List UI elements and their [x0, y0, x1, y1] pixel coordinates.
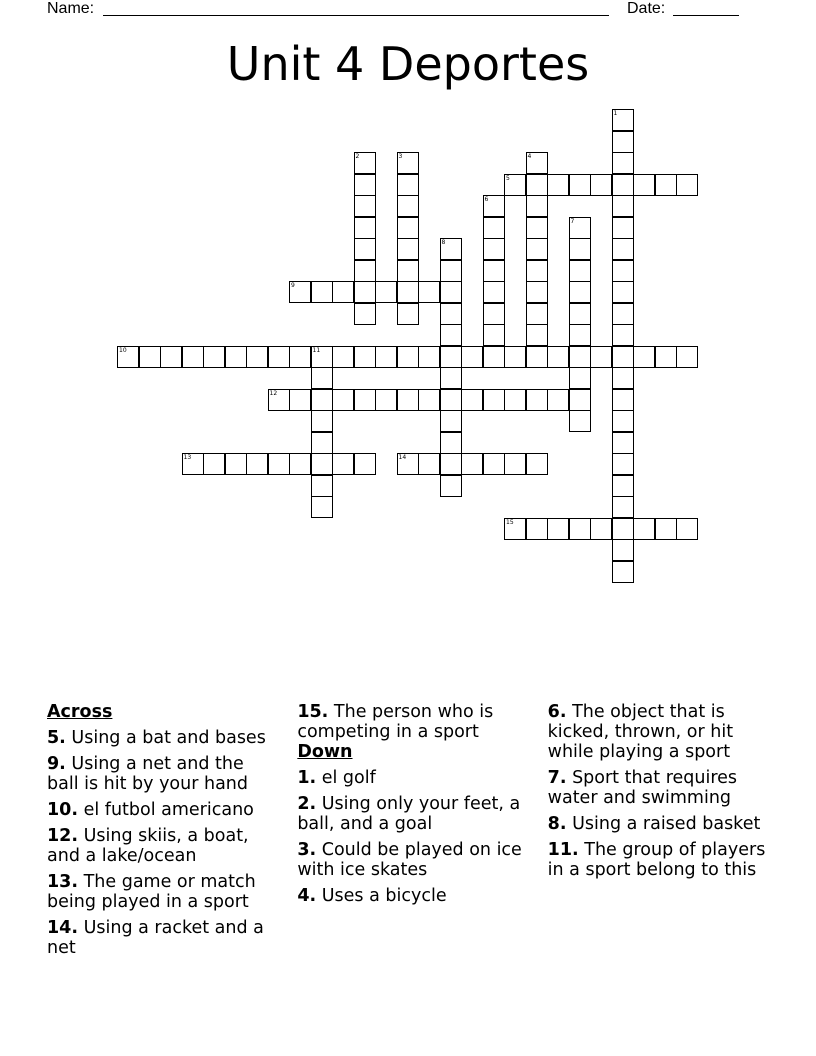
grid-cell[interactable] [612, 389, 634, 411]
clue-item [47, 754, 276, 794]
clue-number: 2 [355, 153, 360, 160]
grid-cell[interactable] [655, 518, 677, 540]
grid-cell[interactable] [354, 453, 376, 475]
grid-cell[interactable] [461, 346, 483, 368]
grid-cell[interactable] [483, 238, 505, 260]
grid-cell[interactable] [612, 561, 634, 583]
grid-cell[interactable] [526, 260, 548, 282]
grid-cell[interactable] [225, 346, 247, 368]
clue-item-text: The game or match being played in a sport [47, 872, 256, 912]
grid-cell[interactable] [311, 346, 333, 368]
clue-item [297, 886, 526, 906]
grid-cell[interactable] [483, 303, 505, 325]
clue-item-text: Using a racket and a net [47, 918, 264, 958]
grid-cell[interactable] [612, 346, 634, 368]
grid-cell[interactable] [440, 410, 462, 432]
grid-cell[interactable] [612, 518, 634, 540]
grid-cell[interactable] [418, 346, 440, 368]
clue-number: 14 [398, 454, 407, 461]
grid-cell[interactable] [354, 238, 376, 260]
grid-cell[interactable] [569, 367, 591, 389]
grid-cell[interactable] [160, 346, 182, 368]
grid-cell[interactable] [182, 453, 204, 475]
grid-cell[interactable] [354, 195, 376, 217]
clue-item [297, 768, 526, 788]
grid-cell[interactable] [676, 518, 698, 540]
down-heading: Down [297, 742, 353, 762]
grid-cell[interactable] [440, 432, 462, 454]
clue-item-text: el golf [321, 768, 376, 788]
grid-cell[interactable] [440, 453, 462, 475]
grid-cell[interactable] [612, 324, 634, 346]
grid-cell[interactable] [569, 303, 591, 325]
grid-cell[interactable] [375, 346, 397, 368]
grid-cell[interactable] [612, 217, 634, 239]
clue-number: 13 [183, 454, 192, 461]
grid-cell[interactable] [354, 217, 376, 239]
grid-cell[interactable] [440, 260, 462, 282]
grid-cell[interactable] [590, 174, 612, 196]
grid-cell[interactable] [268, 389, 290, 411]
grid-cell[interactable] [332, 346, 354, 368]
grid-cell[interactable] [526, 174, 548, 196]
grid-cell[interactable] [526, 453, 548, 475]
grid-cell[interactable] [440, 238, 462, 260]
grid-cell[interactable] [483, 346, 505, 368]
clue-item-text: Using a raised basket [572, 814, 761, 834]
grid-cell[interactable] [332, 389, 354, 411]
clue-item-number: 2. [297, 794, 317, 814]
clue-item-number: 4. [297, 886, 317, 906]
grid-cell[interactable] [418, 389, 440, 411]
grid-cell[interactable] [612, 539, 634, 561]
grid-cell[interactable] [483, 389, 505, 411]
grid-cell[interactable] [526, 281, 548, 303]
grid-cell[interactable] [590, 518, 612, 540]
grid-cell[interactable] [354, 303, 376, 325]
grid-cell[interactable] [655, 174, 677, 196]
grid-cell[interactable] [418, 453, 440, 475]
clue-item-number: 3. [297, 840, 317, 860]
grid-cell[interactable] [311, 453, 333, 475]
grid-cell[interactable] [526, 152, 548, 174]
grid-cell[interactable] [246, 453, 268, 475]
grid-cell[interactable] [633, 174, 655, 196]
grid-cell[interactable] [547, 389, 569, 411]
grid-cell[interactable] [332, 281, 354, 303]
grid-cell[interactable] [612, 260, 634, 282]
clue-item-text: el futbol americano [83, 800, 254, 820]
grid-cell[interactable] [117, 346, 139, 368]
clue-number: 15 [506, 518, 514, 526]
grid-cell[interactable] [289, 346, 311, 368]
grid-cell[interactable] [440, 281, 462, 303]
grid-cell[interactable] [268, 346, 290, 368]
grid-cell[interactable] [612, 131, 634, 153]
page-title: Unit 4 Deportes [226, 37, 590, 91]
clue-item-text: Could be played on ice with ice skates [297, 840, 522, 880]
grid-cell[interactable] [612, 281, 634, 303]
clue-item [548, 814, 777, 834]
grid-cell[interactable] [397, 453, 419, 475]
grid-cell[interactable] [225, 453, 247, 475]
grid-cell[interactable] [504, 518, 526, 540]
clue-item-number: 7. [547, 768, 567, 788]
clue-item-text: Uses a bicycle [321, 886, 447, 906]
grid-cell[interactable] [526, 324, 548, 346]
clue-item-text: Using a net and the ball is hit by your hand [47, 754, 248, 794]
grid-cell[interactable] [612, 410, 634, 432]
clue-number: 11 [312, 346, 321, 354]
clue-item [297, 702, 526, 742]
clue-item-text: Using a bat and bases [71, 728, 266, 748]
grid-cell[interactable] [655, 346, 677, 368]
clue-item [548, 768, 777, 808]
grid-cell[interactable] [397, 303, 419, 325]
clue-item-number: 15. [297, 702, 329, 722]
grid-cell[interactable] [418, 281, 440, 303]
clue-item-text: Sport that requires water and swimming [547, 768, 738, 808]
grid-cell[interactable] [547, 518, 569, 540]
clue-item-number: 6. [547, 702, 567, 722]
grid-cell[interactable] [375, 281, 397, 303]
grid-cell[interactable] [612, 152, 634, 174]
grid-cell[interactable] [397, 238, 419, 260]
grid-cell[interactable] [612, 238, 634, 260]
grid-cell[interactable] [440, 324, 462, 346]
clue-item-number: 1. [297, 768, 317, 788]
grid-cell[interactable] [440, 389, 462, 411]
clue-number: 6 [484, 196, 489, 203]
grid-cell[interactable] [375, 389, 397, 411]
clue-number: 4 [527, 153, 532, 160]
grid-cell[interactable] [483, 260, 505, 282]
grid-cell[interactable] [569, 324, 591, 346]
date-label: Date: [627, 0, 666, 17]
grid-cell[interactable] [612, 432, 634, 454]
grid-cell[interactable] [483, 453, 505, 475]
grid-cell[interactable] [526, 518, 548, 540]
clue-item [297, 840, 526, 880]
grid-cell[interactable] [354, 152, 376, 174]
grid-cell[interactable] [354, 389, 376, 411]
grid-cell[interactable] [397, 217, 419, 239]
grid-cell[interactable] [354, 174, 376, 196]
grid-cell[interactable] [354, 281, 376, 303]
grid-cell[interactable] [139, 346, 161, 368]
grid-cell[interactable] [612, 453, 634, 475]
grid-cell[interactable] [203, 346, 225, 368]
clue-item [47, 800, 276, 820]
clue-number: 8 [441, 239, 446, 246]
grid-cell[interactable] [311, 367, 333, 389]
across-heading: Across [47, 702, 113, 722]
grid-cell[interactable] [569, 346, 591, 368]
grid-cell[interactable] [440, 346, 462, 368]
grid-cell[interactable] [612, 367, 634, 389]
grid-cell[interactable] [397, 389, 419, 411]
grid-cell[interactable] [569, 174, 591, 196]
clue-item-text: Using skiis, a boat, and a lake/ocean [47, 826, 249, 866]
grid-cell[interactable] [504, 174, 526, 196]
grid-cell[interactable] [526, 346, 548, 368]
clue-item [47, 728, 276, 748]
grid-cell[interactable] [311, 410, 333, 432]
grid-cell[interactable] [483, 217, 505, 239]
grid-cell[interactable] [311, 389, 333, 411]
clue-item-number: 14. [47, 918, 79, 938]
clue-item [47, 872, 276, 912]
grid-cell[interactable] [633, 518, 655, 540]
grid-cell[interactable] [569, 217, 591, 239]
clue-item-number: 13. [47, 872, 79, 892]
clue-item-number: 5. [47, 728, 66, 748]
clue-item [548, 702, 777, 762]
clue-number: 1 [613, 110, 618, 117]
clue-number: 5 [506, 174, 510, 182]
grid-cell[interactable] [526, 389, 548, 411]
clue-number: 7 [570, 217, 575, 225]
grid-cell[interactable] [397, 281, 419, 303]
clue-item-text: Using only your feet, a ball, and a goal [297, 794, 521, 834]
clue-item-number: 12. [47, 826, 79, 846]
grid-cell[interactable] [569, 281, 591, 303]
grid-cell[interactable] [569, 410, 591, 432]
grid-cell[interactable] [203, 453, 225, 475]
grid-cell[interactable] [569, 389, 591, 411]
clue-item-text: The object that is kicked, thrown, or hit while playing a sport [547, 702, 734, 762]
grid-cell[interactable] [504, 389, 526, 411]
grid-cell[interactable] [268, 453, 290, 475]
grid-cell[interactable] [182, 346, 204, 368]
clue-item-text: The person who is competing in a sport [297, 702, 494, 742]
grid-cell[interactable] [461, 453, 483, 475]
grid-cell[interactable] [289, 453, 311, 475]
grid-cell[interactable] [526, 217, 548, 239]
grid-cell[interactable] [569, 260, 591, 282]
clue-number: 3 [398, 153, 403, 160]
grid-cell[interactable] [440, 367, 462, 389]
clue-item-number: 9. [47, 754, 66, 774]
name-label: Name: [47, 0, 95, 17]
grid-cell[interactable] [461, 389, 483, 411]
grid-cell[interactable] [311, 496, 333, 518]
grid-cell[interactable] [569, 238, 591, 260]
grid-cell[interactable] [440, 475, 462, 497]
grid-cell[interactable] [676, 346, 698, 368]
clue-item [548, 840, 777, 880]
grid-cell[interactable] [526, 195, 548, 217]
clue-item-number: 11. [547, 840, 579, 860]
clue-item-text: The group of players in a sport belong to this [547, 840, 766, 880]
grid-cell[interactable] [246, 346, 268, 368]
clue-item [47, 826, 276, 866]
grid-cell[interactable] [397, 346, 419, 368]
grid-cell[interactable] [483, 281, 505, 303]
grid-cell[interactable] [569, 518, 591, 540]
grid-cell[interactable] [397, 152, 419, 174]
clue-list [47, 702, 777, 962]
grid-cell[interactable] [440, 303, 462, 325]
grid-cell[interactable] [311, 281, 333, 303]
grid-cell[interactable] [612, 109, 634, 131]
grid-cell[interactable] [504, 346, 526, 368]
grid-cell[interactable] [612, 475, 634, 497]
grid-cell[interactable] [590, 346, 612, 368]
grid-cell[interactable] [633, 346, 655, 368]
grid-cell[interactable] [354, 260, 376, 282]
grid-cell[interactable] [289, 389, 311, 411]
grid-cell[interactable] [612, 496, 634, 518]
grid-cell[interactable] [397, 260, 419, 282]
grid-cell[interactable] [612, 303, 634, 325]
grid-cell[interactable] [547, 346, 569, 368]
grid-cell[interactable] [612, 195, 634, 217]
grid-cell[interactable] [354, 346, 376, 368]
clue-number: 9 [291, 282, 295, 289]
grid-cell[interactable] [311, 432, 333, 454]
grid-cell[interactable] [289, 281, 311, 303]
clue-number: 12 [269, 389, 278, 397]
grid-cell[interactable] [483, 195, 505, 217]
grid-cell[interactable] [526, 303, 548, 325]
grid-cell[interactable] [397, 174, 419, 196]
grid-cell[interactable] [397, 195, 419, 217]
grid-cell[interactable] [526, 238, 548, 260]
grid-cell[interactable] [547, 174, 569, 196]
clue-item-number: 8. [547, 814, 567, 834]
clue-item [47, 918, 276, 958]
grid-cell[interactable] [311, 475, 333, 497]
grid-cell[interactable] [612, 174, 634, 196]
clue-number: 10 [119, 346, 127, 354]
grid-cell[interactable] [504, 453, 526, 475]
grid-cell[interactable] [483, 324, 505, 346]
clue-item [297, 794, 526, 834]
grid-cell[interactable] [676, 174, 698, 196]
grid-cell[interactable] [332, 453, 354, 475]
clue-item-number: 10. [47, 800, 79, 820]
